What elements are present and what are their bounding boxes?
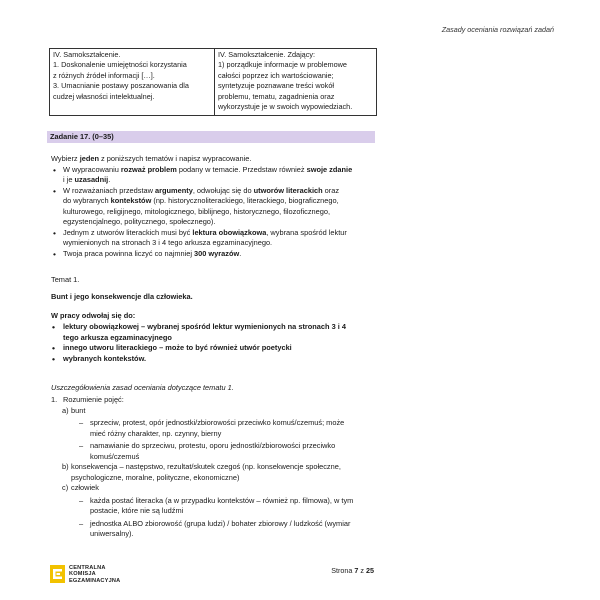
instructions (51, 154, 381, 259)
logo-line: CENTRALNA (69, 565, 106, 571)
text-run: jednostka ALBO zbiorowość (grupa ludzi) / bohater zbiorowy / ludzkość (wymiar (90, 518, 351, 528)
page-number (0, 566, 374, 578)
skills-table (49, 48, 377, 116)
text-run: z (358, 566, 366, 575)
text-run: (np. historycznoliterackiego, literackiego, biograficznego, (151, 196, 339, 205)
emphasis: utworów literackich (253, 185, 323, 195)
dash-mark: – (79, 441, 84, 450)
text-run: kulturowego, religijnego, mitologicznego, biblijnego, historycznego, filozoficznego, (63, 206, 331, 216)
refer-heading: W pracy odwołaj się do: (51, 311, 136, 320)
concept-definition (51, 441, 381, 462)
text-run: Twoja praca powinna liczyć co najmniej (63, 248, 195, 258)
skills-detailed-line: 1) porządkuje informacje w problemowe (218, 60, 347, 70)
concepts-section (51, 395, 381, 540)
concept-label: b) (62, 462, 69, 471)
text-run: wymienionych na stronach 3 i 4 tego arkusza egzaminacyjnego. (63, 238, 273, 247)
text-run: podany w temacie. Przedstaw również (176, 164, 307, 174)
text-run: komuś/czemuś (90, 451, 140, 461)
text-run: Jednym z utworów literackich musi być (63, 227, 193, 237)
text-run: namawianie do sprzeciwu, protestu, oporu jednostki/zbiorowości przeciwko (90, 441, 336, 450)
skills-detailed-line: syntetyzuje poznawane treści wokół (218, 81, 334, 91)
instructions-list (51, 165, 381, 260)
text-run: lektury obowiązkowej – wybranej spośród lektur wymienionych na stronach 3 i 4 (63, 322, 346, 331)
text-run: mieć różny charakter, np. czynny, bierny (90, 428, 222, 438)
skills-detailed-cell (215, 49, 377, 116)
skills-general-line: 1. Doskonalenie umiejętności korzystania (53, 60, 187, 70)
section-number: 1. (51, 395, 58, 404)
skills-general-cell (50, 49, 215, 116)
running-title: Zasady oceniania rozwiązań zadań (441, 25, 554, 34)
instruction-item (51, 186, 381, 228)
text-run: . (239, 248, 242, 258)
text-run: sprzeciw, protest, opór jednostki/zbiorowości przeciwko komuś/czemuś; może (90, 418, 345, 427)
concept-c (51, 483, 381, 494)
concept-definition (51, 519, 381, 540)
logo-line: EGZAMINACYJNA (69, 577, 121, 584)
page-current: 7 (354, 566, 359, 575)
text-run: , odwołując się do (192, 185, 254, 195)
text-run: , wybrana spośród lektur (266, 227, 347, 237)
skills-general-line: 3. Umacnianie postawy poszanowania dla (53, 81, 189, 91)
concept-term: człowiek (71, 483, 99, 492)
task-header-bar (47, 131, 375, 143)
text-run: Wybierz (51, 154, 80, 163)
page-total: 25 (366, 566, 374, 575)
emphasis: argumenty (155, 185, 193, 195)
concept-label: a) (62, 405, 69, 415)
skills-detailed-line: wykorzystuje je w swoich wypowiedziach. (218, 102, 353, 112)
concept-label: c) (62, 483, 69, 492)
text-run: Strona (331, 566, 355, 575)
instruction-item (51, 228, 381, 249)
refer-item (51, 354, 381, 365)
text-run: W rozważaniach przedstaw (63, 185, 156, 195)
emphasis: uzasadnij (74, 175, 109, 184)
emphasis: swoje zdanie (306, 164, 353, 174)
section-title: Rozumienie pojęć: (63, 395, 124, 404)
text-run: innego utworu literackiego – może to być również utwór poetycki (63, 343, 292, 352)
text-run: wybranych kontekstów. (63, 353, 147, 363)
concept-term: bunt (71, 405, 86, 415)
text-run: oraz (322, 185, 340, 195)
skills-general-line: z różnych źródeł informacji […]. (53, 70, 155, 80)
logo-line: KOMISJA (69, 571, 96, 578)
emphasis: rozważ problem (120, 164, 177, 174)
text-run: konsekwencja – następstwo, rezultat/skutek czegoś (np. konsekwencje społeczne, (71, 462, 341, 471)
text-run: psychologiczne, moralne, polityczne, ekonomiczne) (71, 472, 240, 482)
skills-detailed-line: całości poprzez ich wartościowanie; (218, 70, 334, 80)
refer-list (51, 322, 381, 364)
text-run: W wypracowaniu (63, 164, 121, 174)
skills-general-line: cudzej własności intelektualnej. (53, 91, 155, 101)
concept-a (51, 406, 381, 417)
skills-general-line: IV. Samokształcenie. (53, 50, 121, 59)
details-heading: Uszczegółowienia zasad oceniania dotyczące tematu 1. (51, 383, 234, 392)
emphasis: 300 wyrazów (194, 248, 240, 258)
concepts-title-row (51, 395, 381, 406)
emphasis: jeden (79, 154, 99, 163)
topic-label: Temat 1. (51, 275, 80, 284)
concept-b (51, 462, 381, 483)
text-run: z poniższych tematów i napisz wypracowanie. (99, 154, 252, 163)
dash-mark: – (79, 495, 84, 505)
refer-item (51, 343, 381, 354)
skills-detailed-line: problemu, tematu, zagadnienia oraz (218, 91, 335, 101)
instructions-lead (51, 154, 381, 165)
task-title: Zadanie 17. (0–35) (50, 132, 114, 141)
instruction-item (51, 249, 381, 260)
text-run: i je (63, 175, 75, 184)
dash-mark: – (79, 518, 84, 528)
text-run: postacie, które nie są ludźmi (90, 506, 184, 515)
text-run: . (108, 175, 111, 184)
text-run: egzystencjalnego, politycznego, społecznego). (63, 217, 216, 226)
instruction-item (51, 165, 381, 186)
emphasis: kontekstów (110, 196, 152, 205)
emphasis: lektura obowiązkowa (192, 227, 267, 237)
text-run: tego arkusza egzaminacyjnego (63, 332, 172, 342)
text-run: do wybranych (63, 196, 111, 205)
text-run: uniwersalny). (90, 529, 134, 538)
concept-definition (51, 496, 381, 517)
skills-detailed-line: IV. Samokształcenie. Zdający: (218, 50, 316, 59)
concept-definition (51, 418, 381, 439)
dash-mark: – (79, 418, 84, 427)
text-run: każda postać literacka (a w przypadku kontekstów – również np. filmowa), w tym (90, 495, 354, 505)
topic-title: Bunt i jego konsekwencje dla człowieka. (51, 292, 193, 301)
refer-item (51, 322, 381, 343)
